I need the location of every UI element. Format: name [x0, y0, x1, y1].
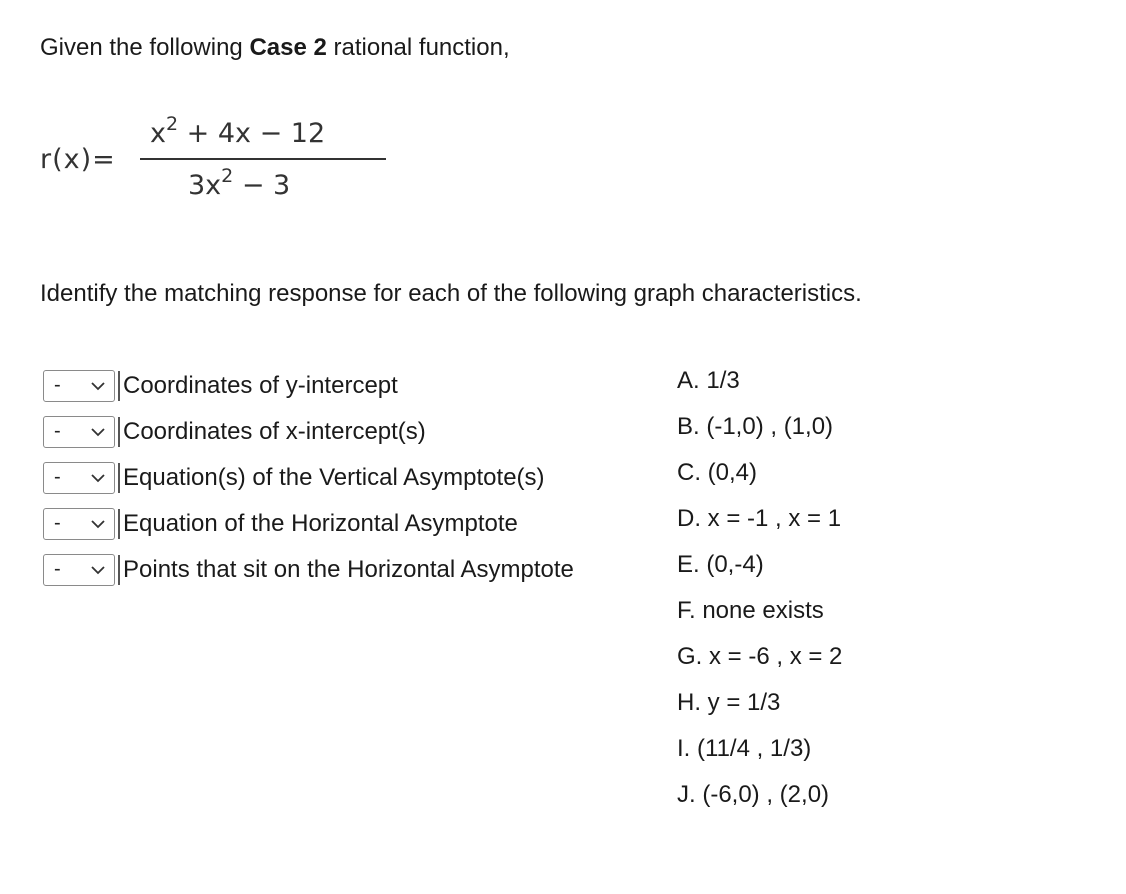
- intro-before: Given the following: [40, 34, 250, 61]
- instruction-text: Identify the matching response for each of the following graph characteristics.: [40, 280, 862, 307]
- question-row: [43, 547, 574, 593]
- answer-choice-i: I. (11/4 , 1/3): [677, 735, 812, 762]
- answer-choice-j: J. (-6,0) , (2,0): [677, 781, 830, 808]
- question-label: Coordinates of x-intercept(s): [118, 417, 426, 447]
- answer-select[interactable]: [43, 416, 115, 448]
- answer-select[interactable]: [43, 508, 115, 540]
- intro-text: [40, 34, 510, 62]
- select-value: -: [54, 420, 61, 442]
- numerator-exponent: 2: [165, 113, 179, 135]
- select-value: -: [54, 466, 61, 488]
- numerator-rest: + 4x − 12: [178, 118, 326, 149]
- answer-choices: [677, 363, 842, 823]
- question-row: [43, 363, 574, 409]
- chevron-down-icon: [90, 473, 106, 483]
- answer-choice-e: E. (0,-4): [677, 551, 764, 578]
- formula-denominator: [188, 165, 291, 201]
- question-row: [43, 501, 574, 547]
- chevron-down-icon: [90, 381, 106, 391]
- chevron-down-icon: [90, 427, 106, 437]
- select-value: -: [54, 374, 61, 396]
- answer-choice-f: F. none exists: [677, 597, 824, 624]
- formula-numerator: [150, 113, 326, 149]
- question-label: Coordinates of y-intercept: [118, 371, 398, 401]
- answer-select[interactable]: [43, 462, 115, 494]
- answer-choice-b: B. (-1,0) , (1,0): [677, 413, 834, 440]
- chevron-down-icon: [90, 519, 106, 529]
- question-row: [43, 455, 574, 501]
- denominator-rest: − 3: [233, 170, 291, 201]
- question-label: Equation(s) of the Vertical Asymptote(s): [118, 463, 545, 493]
- question-label: Equation of the Horizontal Asymptote: [118, 509, 518, 539]
- answer-choice-c: C. (0,4): [677, 459, 758, 486]
- chevron-down-icon: [90, 565, 106, 575]
- select-value: -: [54, 512, 61, 534]
- answer-choice-h: H. y = 1/3: [677, 689, 781, 716]
- fraction-bar: [140, 158, 386, 160]
- intro-after: rational function,: [326, 34, 510, 61]
- question-label: Points that sit on the Horizontal Asymptote: [118, 555, 574, 585]
- denominator-var: 3x: [188, 170, 222, 201]
- question-list: [43, 363, 574, 593]
- question-row: [43, 409, 574, 455]
- answer-select[interactable]: [43, 370, 115, 402]
- numerator-var: x: [150, 118, 166, 149]
- answer-select[interactable]: [43, 554, 115, 586]
- intro-case-label: Case 2: [249, 34, 327, 61]
- answer-choice-a: A. 1/3: [677, 367, 740, 394]
- answer-choice-d: D. x = -1 , x = 1: [677, 505, 842, 532]
- select-value: -: [54, 558, 61, 580]
- denominator-exponent: 2: [221, 165, 234, 187]
- answer-choice-g: G. x = -6 , x = 2: [677, 643, 843, 670]
- formula-lhs: r(x)=: [40, 144, 116, 175]
